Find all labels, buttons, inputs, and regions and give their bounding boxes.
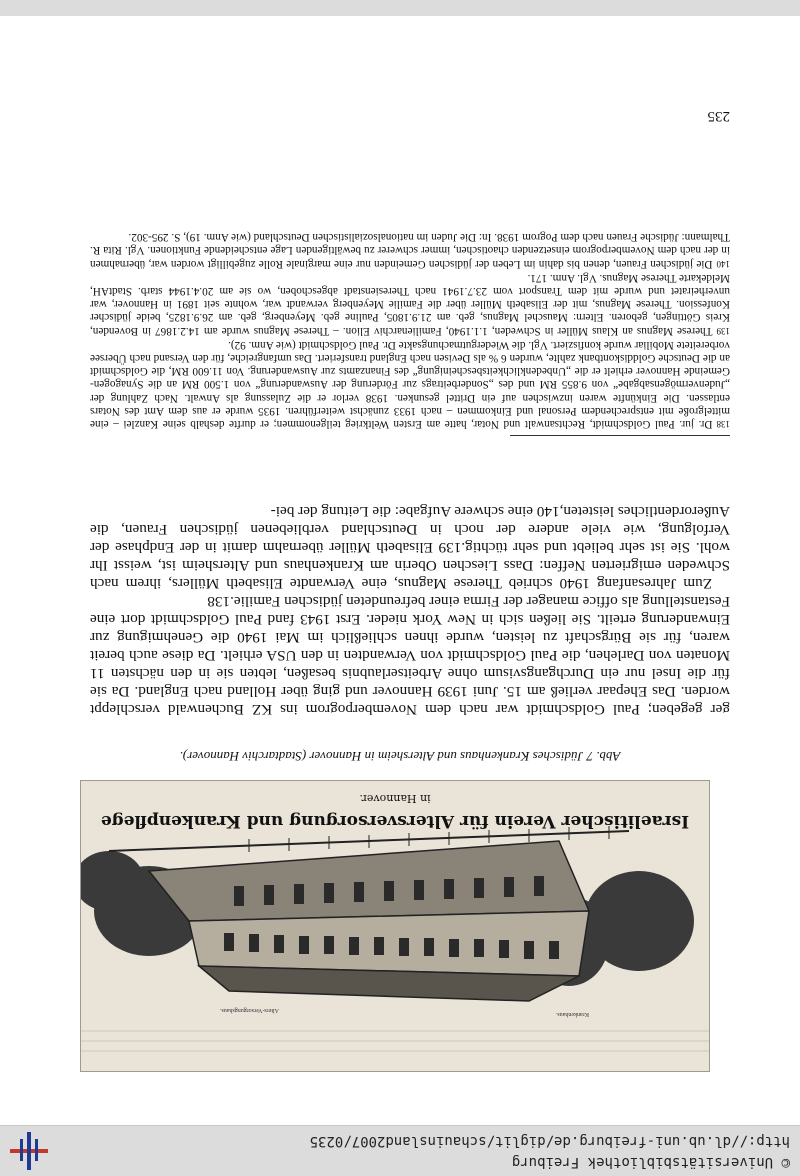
source-url[interactable]: http://dl.ub.uni-freiburg.de/diglit/schauinsland2007/0235 [309, 1133, 790, 1149]
university-logo-icon [10, 1132, 48, 1170]
footnote-number: 138 [716, 419, 730, 429]
footnote-text: Die jüdischen Frauen, denen bis dahin im Leben der jüdischen Gemeinden nur eine marginale Rolle zugebilligt worden war, übernahmen in der nach dem Novemberpogrom einsetzenden chaotischen, immer schwerer zu bewältigenden Lage entscheidende Funktionen. Vgl. Rita R. Thalmann: Jüdische Frauen nach dem Pogrom 1938. In: Die Juden im nationalsozialistischen Deutschland (wie Anm. 19), S. 295-302. [90, 231, 730, 270]
figure-caption: Abb. 7 Jüdisches Krankenhaus und Altersheim in Hannover (Stadtarchiv Hannover). [179, 749, 621, 764]
footnote-139 [90, 271, 730, 337]
footnote-text: Therese Magnus an Klaus Müller in Schweden, 1.1.1940, Familienarchiv Elion. – Therese Magnus wurde am 14.2.1867 in Bovenden, Kreis Göttingen, geboren. Eltern: Mauschel Magnus, geb. am 21.9.1805, Pauline geb. Meyenberg, geb. am 26.9.1825, beide jüdischer Konfession. Therese Magnus, mit der Elisabeth Müller über die Familie Meyenberg verwandt war, wohnte seit 1891 in Hannover, war unverheiratet und wurde mit dem Transport vom 23.7.1941 nach Theresienstadt abgeschoben, wo sie am 20.4.1944 starb. StadtAH, Meldekarte Therese Magnus. Vgl. Anm. 171. [90, 271, 730, 337]
engraving-illustration [81, 781, 709, 1071]
footnotes [90, 229, 730, 430]
footnote-divider [510, 435, 730, 436]
footnote-number: 139 [716, 325, 730, 336]
engraving-banner-title: Israelitischer Verein für Altersversorgung und Krankenpflege [100, 811, 690, 831]
footnote-number: 140 [716, 258, 730, 269]
hospital-engraving [80, 780, 710, 1072]
page-number: 235 [707, 108, 730, 124]
engraving-label-left: Krankenhaus. [555, 1011, 589, 1017]
footnote-text: Dr. jur. Paul Goldschmidt, Rechtsanwalt und Notar, hatte am Ersten Weltkrieg teilgenommen; er durfte deshalb seine Kanzlei – eine mittelgroße mit entsprechendem Personal und Einkommen – nach 1933 zunächst weiterführen. 1935 wurde er aus dem Amt des Notars entlassen. Die Einkünfte waren inzwischen auf ein Drittel gesunken. 1938 verlor er die Zulassung als Anwalt. Nach Zahlung der „Judenvermögensabgabe“ von 9.855 RM und des „Sonderbeitrags zur Förderung der Auswanderung“ von 1.500 RM an die Synagogen-Gemeinde Hannover erhielt er die „Unbedenklichkeitsbescheinigung“ des Finanzamts zur Auswanderung. Von 11.600 RM, die Goldschmidt an die Deutsche Golddiskontbank zahlte, wurden 6 % als Devisen nach England transferiert. Das umfangreiche, für den Versand nach Übersee vorbereitete Mobiliar wurde konfisziert. Vgl. die Wiedergutmachungsakte Dr. Paul Goldschmidt (wie Anm. 92). [90, 338, 730, 430]
body-paragraph-2: Zum Jahresanfang 1940 schrieb Therese Magnus, eine Verwandte Elisabeth Müllers, ihrem nach Schweden emigrierten Neffen: Dass Lieschen Oberin am Krankenhaus und Altersheim ist, weisst Ihr wohl. Sie ist sehr beliebt und sehr tüchtig.139 Elisabeth Müller übernahm damit in der Endphase der Verfolgung, wie viele andere der noch in Deutschland verbliebenen jüdischen Frauen, die Außerordentliches leisteten,140 eine schwere Aufgabe: die Leitung der bei- [90, 503, 730, 592]
body-paragraph-1: ger gegeben; Paul Goldschmidt war nach dem Novemberpogrom ins KZ Buchenwald verschleppt worden. Das Ehepaar verließ am 15. Juni 1939 Hannover und ging über Holland nach England. Da sie für die Insel nur ein Durchgangsvisum ohne Arbeitserlaubnis besaßen, lebten sie in den nächsten 11 Monaten von Darlehen, die Paul Goldschmidt von Verwandten in den USA erhielt. Da diese auch bereit waren, für sie Bürgschaft zu leisten, wurde ihnen schließlich im Mai 1940 die Genehmigung zur Einwanderung erteilt. Sie ließen sich in New York nieder. Erst 1943 fand Paul Goldschmidt dort eine Festanstellung als office manager der Firma einer befreundeten jüdischen Familie.138 [90, 593, 730, 718]
footnote-138 [90, 338, 730, 430]
footnote-140 [90, 230, 730, 270]
institution-credit: © Universitätsbibliothek Freiburg [511, 1154, 790, 1170]
viewer-header [0, 1125, 800, 1176]
viewer-footer-strip [0, 0, 800, 16]
body-text [90, 502, 730, 718]
engraving-label-right: Alters-Versorgungshaus. [219, 1007, 279, 1013]
engraving-banner-subtitle: in Hannover. [359, 792, 431, 805]
